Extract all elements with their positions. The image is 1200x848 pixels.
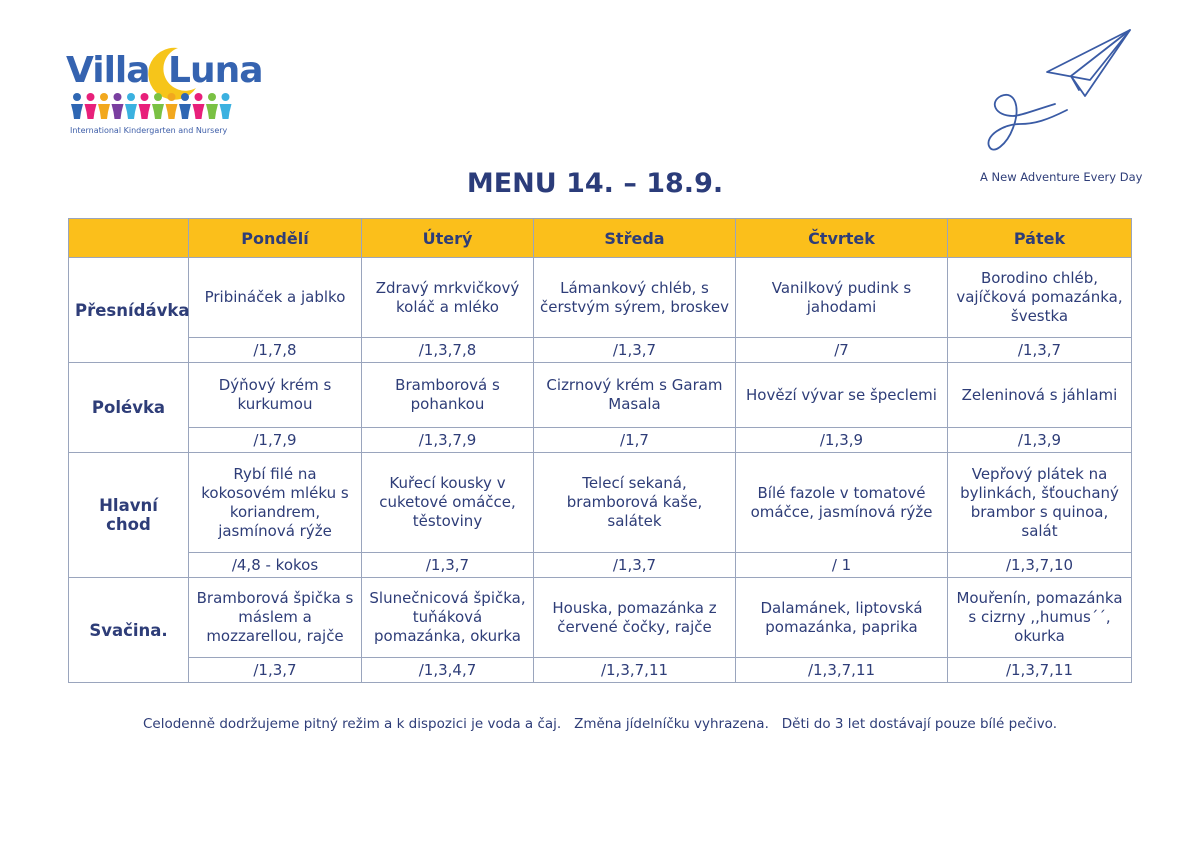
child-figure-icon — [85, 93, 97, 119]
day-header: Pondělí — [189, 219, 362, 258]
dish-cell: Kuřecí kousky v cuketové omáčce, těstoviny — [362, 453, 534, 553]
allergen-cell: /1,7,9 — [189, 428, 362, 453]
child-figure-icon — [71, 93, 83, 119]
dish-cell: Bílé fazole v tomatové omáčce, jasmínová rýže — [736, 453, 948, 553]
allergen-cell: /1,7 — [534, 428, 736, 453]
dish-cell: Houska, pomazánka z červené čočky, rajče — [534, 578, 736, 658]
allergen-cell: /1,3,7,11 — [736, 658, 948, 683]
dish-cell: Borodino chléb, vajíčková pomazánka, švestka — [948, 258, 1132, 338]
footer-note: Celodenně dodržujeme pitný režim a k dispozici je voda a čaj. Změna jídelníčku vyhrazena. Děti do 3 let dostávají pouze bílé pečivo. — [143, 716, 1057, 732]
villa-luna-logo — [64, 42, 263, 142]
logo-tagline: International Kindergarten and Nursery — [70, 126, 228, 135]
dish-cell: Dýňový krém s kurkumou — [189, 363, 362, 428]
dish-cell: Hovězí vývar se špeclemi — [736, 363, 948, 428]
allergen-cell: /1,3,7 — [189, 658, 362, 683]
dish-cell: Dalamánek, liptovská pomazánka, paprika — [736, 578, 948, 658]
table-header-row — [69, 219, 1132, 258]
logo-villa-text: Villa — [66, 50, 150, 91]
dish-cell: Bramborová s pohankou — [362, 363, 534, 428]
allergen-row — [69, 338, 1132, 363]
dish-cell: Lámankový chléb, s čerstvým sýrem, broskev — [534, 258, 736, 338]
day-header: Pátek — [948, 219, 1132, 258]
dish-cell: Cizrnový krém s Garam Masala — [534, 363, 736, 428]
child-figure-icon — [179, 93, 191, 119]
dish-cell: Vanilkový pudink s jahodami — [736, 258, 948, 338]
day-header: Úterý — [362, 219, 534, 258]
child-figure-icon — [125, 93, 137, 119]
dish-cell: Zdravý mrkvičkový koláč a mléko — [362, 258, 534, 338]
page-title: MENU 14. – 18.9. — [466, 168, 724, 199]
allergen-cell: /1,3,7 — [362, 553, 534, 578]
allergen-cell: /1,3,9 — [736, 428, 948, 453]
dish-cell: Bramborová špička s máslem a mozzarellou, rajče — [189, 578, 362, 658]
day-header: Středa — [534, 219, 736, 258]
paper-plane-icon — [975, 24, 1140, 164]
child-figure-icon — [193, 93, 205, 119]
dish-cell: Rybí filé na kokosovém mléku s koriandrem, jasmínová rýže — [189, 453, 362, 553]
meal-name: Polévka — [69, 363, 189, 453]
meal-name: Svačina. — [69, 578, 189, 683]
dish-cell: Slunečnicová špička, tuňáková pomazánka, okurka — [362, 578, 534, 658]
day-header: Čtvrtek — [736, 219, 948, 258]
meal-row — [69, 453, 1132, 553]
child-figure-icon — [220, 93, 232, 119]
child-figure-icon — [112, 93, 124, 119]
allergen-cell: /1,3,7 — [534, 553, 736, 578]
dish-cell: Pribináček a jablko — [189, 258, 362, 338]
child-figure-icon — [152, 93, 164, 119]
allergen-cell: /7 — [736, 338, 948, 363]
dish-cell: Telecí sekaná, bramborová kaše, salátek — [534, 453, 736, 553]
allergen-cell: /1,3,9 — [948, 428, 1132, 453]
allergen-cell: /1,3,7 — [948, 338, 1132, 363]
allergen-cell: /1,3,7,8 — [362, 338, 534, 363]
logo-luna-text: Luna — [168, 50, 263, 91]
children-row-icon — [70, 92, 240, 120]
meal-name: Hlavní chod — [69, 453, 189, 578]
meal-row — [69, 363, 1132, 428]
allergen-cell: /1,3,7,9 — [362, 428, 534, 453]
allergen-cell: /1,3,4,7 — [362, 658, 534, 683]
corner-cell — [69, 219, 189, 258]
meal-row — [69, 578, 1132, 658]
meal-row — [69, 258, 1132, 338]
allergen-row — [69, 553, 1132, 578]
child-figure-icon — [139, 93, 151, 119]
allergen-cell: / 1 — [736, 553, 948, 578]
menu-table — [68, 218, 1132, 683]
allergen-row — [69, 428, 1132, 453]
dish-cell: Mouřenín, pomazánka s cizrny ,,humus´´, okurka — [948, 578, 1132, 658]
allergen-cell: /1,3,7,11 — [534, 658, 736, 683]
allergen-cell: /1,3,7,11 — [948, 658, 1132, 683]
meal-name: Přesnídávka — [69, 258, 189, 363]
child-figure-icon — [166, 93, 178, 119]
allergen-cell: /4,8 - kokos — [189, 553, 362, 578]
dish-cell: Zeleninová s jáhlami — [948, 363, 1132, 428]
allergen-row — [69, 658, 1132, 683]
allergen-cell: /1,7,8 — [189, 338, 362, 363]
dish-cell: Vepřový plátek na bylinkách, šťouchaný brambor s quinoa, salát — [948, 453, 1132, 553]
child-figure-icon — [206, 93, 218, 119]
allergen-cell: /1,3,7,10 — [948, 553, 1132, 578]
slogan: A New Adventure Every Day — [980, 170, 1143, 184]
allergen-cell: /1,3,7 — [534, 338, 736, 363]
child-figure-icon — [98, 93, 110, 119]
